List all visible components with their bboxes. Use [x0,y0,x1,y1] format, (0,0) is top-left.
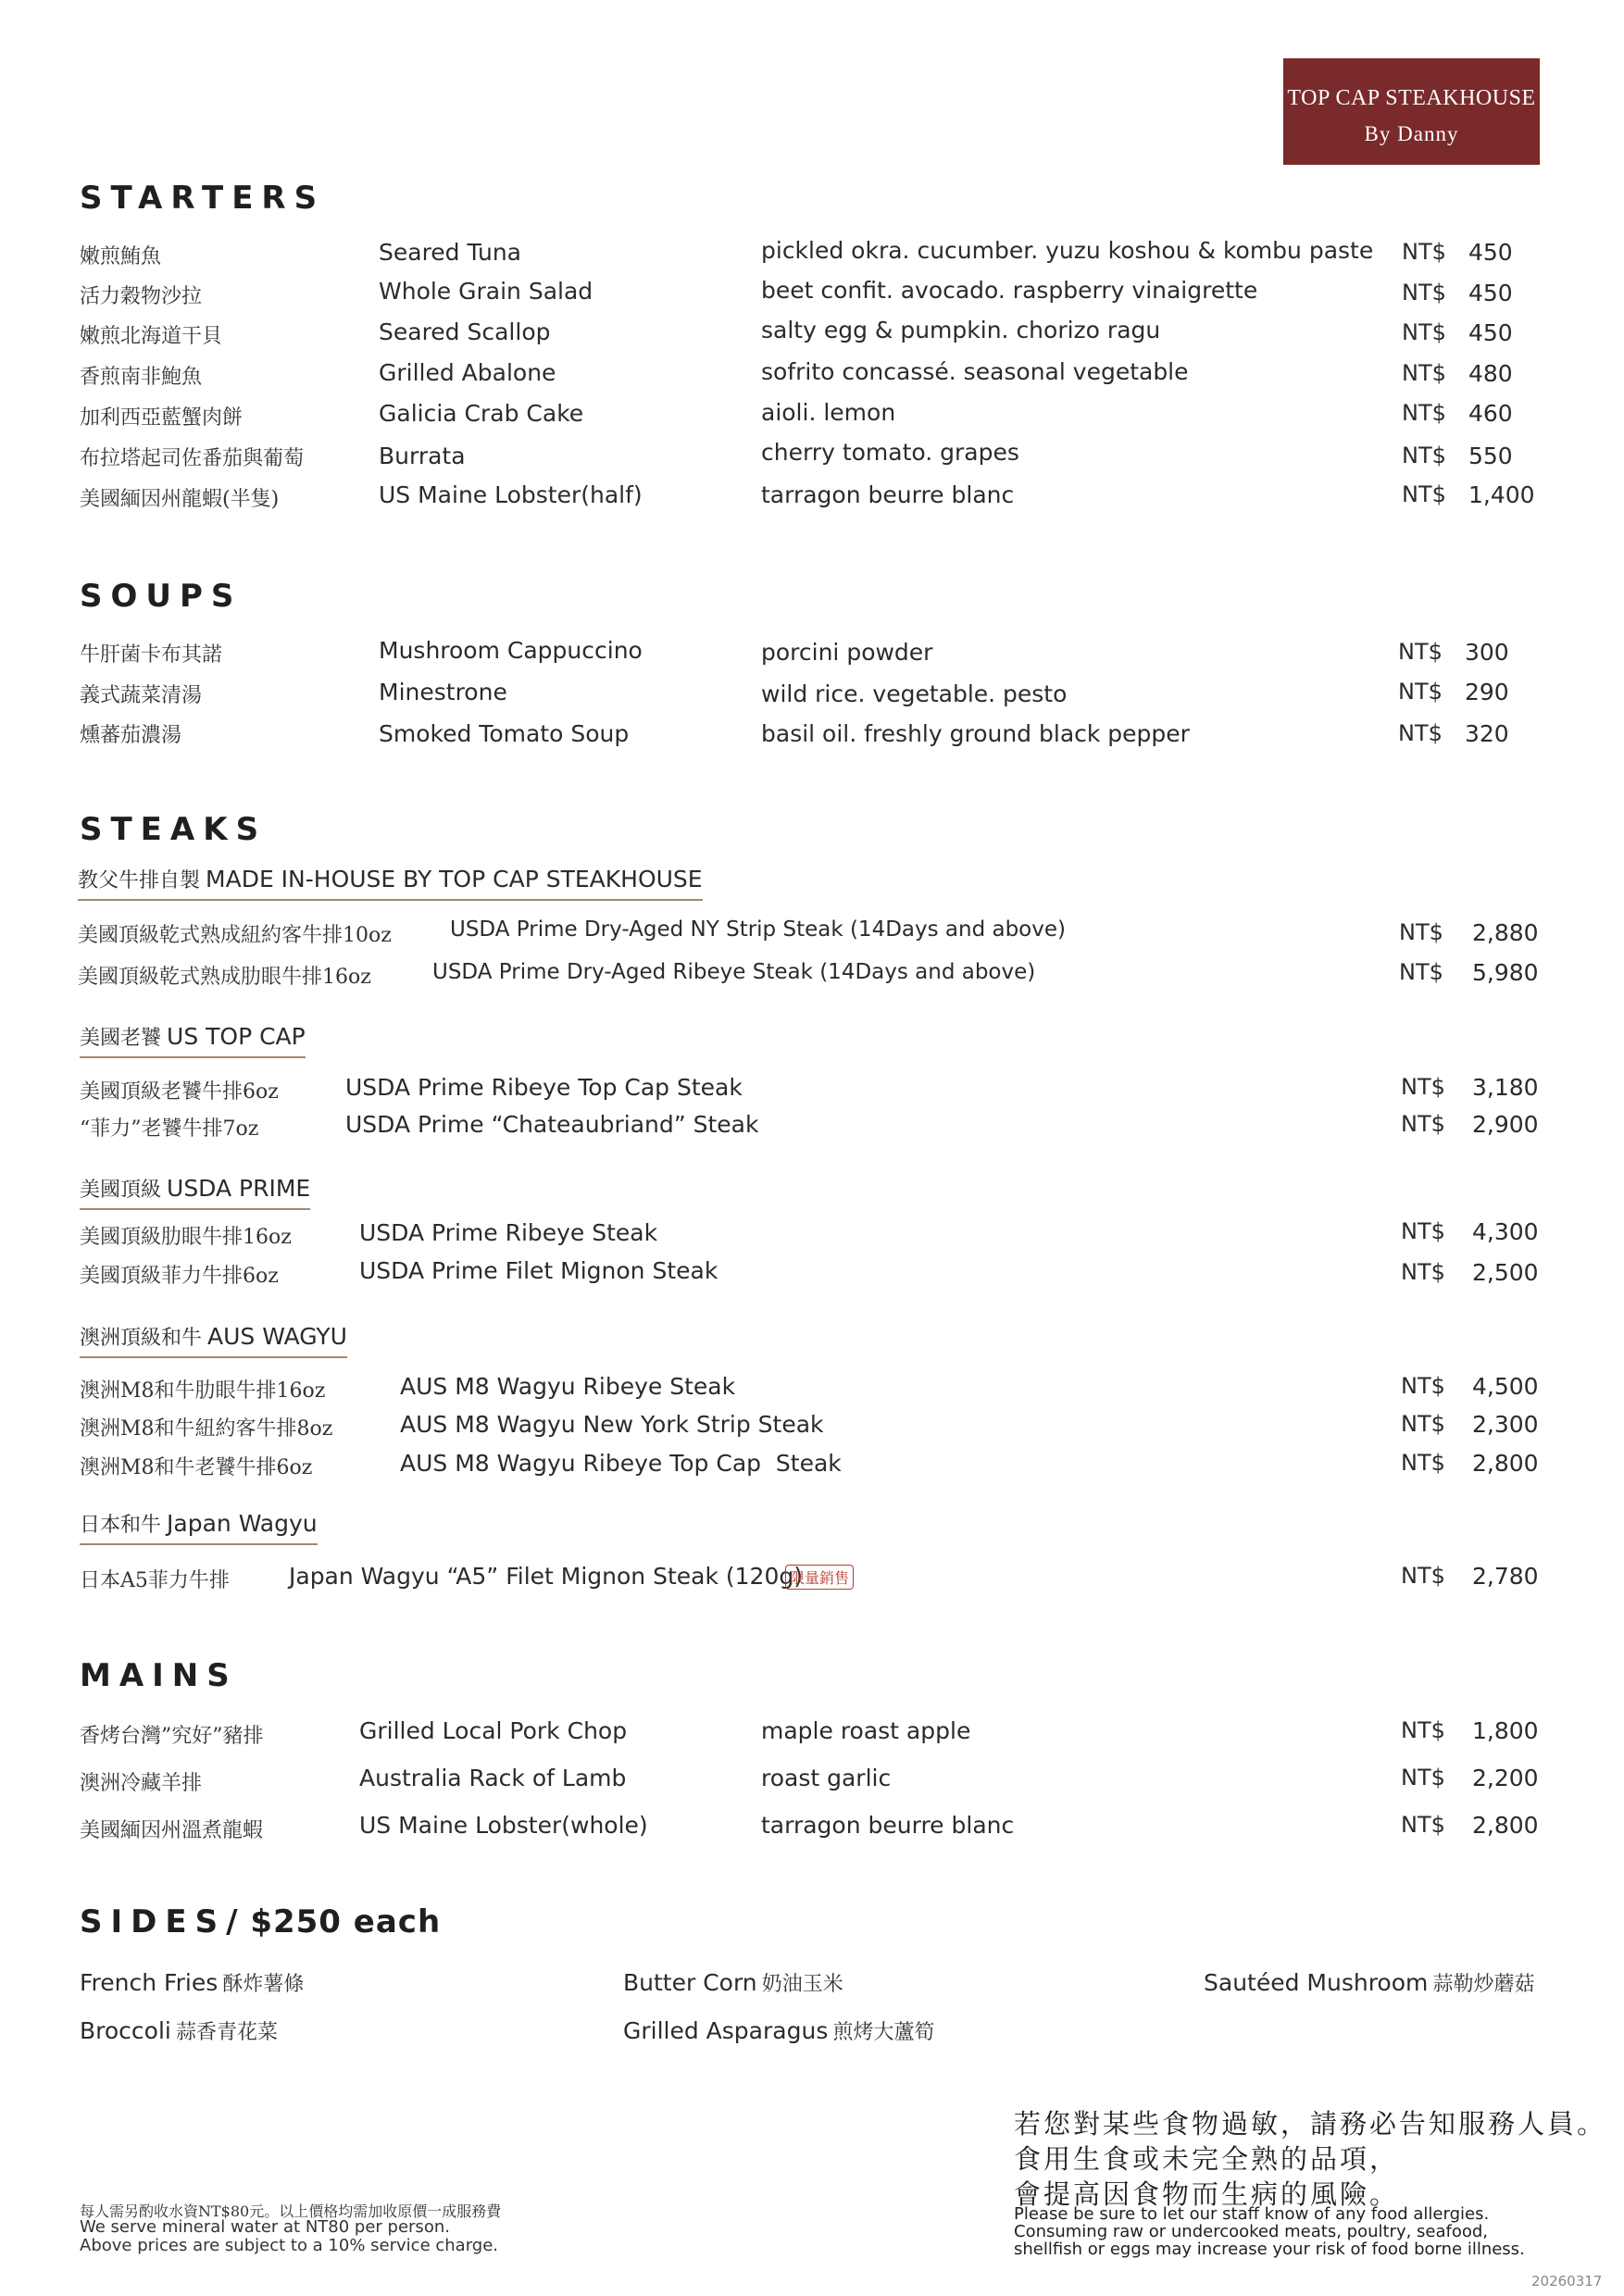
main-zh: 美國緬因州溫煮龍蝦 [80,1819,264,1842]
subsection-zh: 澳洲頂級和牛 [80,1327,203,1350]
price-currency: NT$ [1402,239,1446,265]
price-currency: NT$ [1401,1717,1445,1743]
brand-name: TOP CAP STEAKHOUSE [1287,86,1536,110]
starter-desc: tarragon beurre blanc [761,481,1015,508]
price-currency: NT$ [1402,360,1446,386]
subsection-zh: 教父牛排自製 [78,869,201,892]
steak-en: Japan Wagyu “A5” Filet Mignon Steak (120g) [289,1563,803,1590]
main-desc: roast garlic [761,1765,892,1791]
starter-en: Burrata [379,443,466,469]
steak-zh: 美國頂級肋眼牛排16oz [80,1226,292,1249]
side-item [1204,1968,1534,1997]
price-currency: NT$ [1402,443,1446,468]
allergy-notice-zh: 若您對某些食物過敏，請務必告知服務人員。 [1014,2108,1607,2140]
starter-desc: cherry tomato. grapes [761,439,1019,466]
soup-desc: porcini powder [761,639,933,666]
section-title-steaks: STEAKS [80,811,268,848]
steak-zh: 日本A5菲力牛排 [80,1569,230,1592]
allergy-notice-zh: 會提高因食物而生病的風險。 [1014,2178,1400,2210]
price-amount: 5,980 [1472,959,1539,986]
side-en: Sautéed Mushroom [1204,1969,1429,1996]
price-currency: NT$ [1401,1111,1445,1137]
price-amount: 2,200 [1472,1765,1539,1791]
price-amount: 550 [1468,443,1513,469]
price-amount: 2,500 [1472,1259,1539,1286]
price-amount: 300 [1465,639,1509,666]
starter-desc: beet confit. avocado. raspberry vinaigrette [761,277,1258,304]
starter-desc: sofrito concassé. seasonal vegetable [761,358,1189,385]
subsection-heading-wagyu [80,1322,347,1358]
soup-zh: 牛肝菌卡布其諾 [80,643,223,667]
price-amount: 2,800 [1472,1812,1539,1839]
price-amount: 450 [1468,239,1513,266]
sides-price-note: / $250 each [226,1903,442,1940]
starter-zh: 香煎南非鮑魚 [80,366,203,389]
steak-zh: “菲力”老饕牛排7oz [80,1117,259,1141]
price-amount: 4,300 [1472,1218,1539,1245]
price-amount: 2,780 [1472,1563,1539,1590]
price-amount: 1,400 [1468,481,1535,508]
section-title-soups: SOUPS [80,578,243,615]
price-amount: 3,180 [1472,1074,1539,1101]
subsection-en: USDA PRIME [167,1175,311,1202]
sides-title: SIDES [80,1903,227,1940]
starter-zh: 加利西亞藍蟹肉餅 [80,406,244,430]
starter-zh: 美國緬因州龍蝦(半隻) [80,488,280,511]
price-currency: NT$ [1401,1218,1445,1244]
side-zh: 蒜香青花菜 [175,2021,278,2044]
price-amount: 460 [1468,400,1513,427]
side-en: Broccoli [80,2017,171,2044]
soup-desc: basil oil. freshly ground black pepper [761,720,1190,747]
price-amount: 2,800 [1472,1450,1539,1477]
soup-en: Minestrone [379,679,507,705]
subsection-heading-prime [80,1174,310,1210]
subsection-heading-inhouse [78,865,703,901]
side-en: Butter Corn [623,1969,757,1996]
steak-en: AUS M8 Wagyu New York Strip Steak [400,1411,824,1438]
price-amount: 450 [1468,319,1513,346]
price-amount: 320 [1465,720,1509,747]
price-amount: 2,300 [1472,1411,1539,1438]
price-currency: NT$ [1401,1812,1445,1838]
main-desc: maple roast apple [761,1717,971,1744]
steak-zh: 美國頂級菲力牛排6oz [80,1265,279,1288]
price-currency: NT$ [1401,1563,1445,1589]
soup-desc: wild rice. vegetable. pesto [761,680,1068,707]
steak-en: USDA Prime Filet Mignon Steak [359,1257,718,1284]
side-item [80,2016,278,2045]
subsection-heading-topcap [80,1022,306,1058]
allergy-notice-en: Please be sure to let our staff know of any food allergies. [1014,2204,1490,2224]
steak-en: USDA Prime “Chateaubriand” Steak [345,1111,759,1138]
price-currency: NT$ [1398,720,1443,746]
steak-zh: 澳洲M8和牛老饕牛排6oz [80,1456,313,1479]
starter-en: US Maine Lobster(half) [379,481,643,508]
price-amount: 290 [1465,679,1509,705]
section-title-mains: MAINS [80,1657,238,1694]
starter-zh: 活力穀物沙拉 [80,285,203,308]
soup-zh: 義式蔬菜清湯 [80,684,203,707]
side-en: French Fries [80,1969,219,1996]
subsection-zh: 日本和牛 [80,1514,162,1537]
price-amount: 450 [1468,280,1513,306]
side-item [623,2016,934,2045]
service-note-en: We serve mineral water at NT80 per person. [80,2217,450,2237]
section-title-starters: STARTERS [80,180,326,217]
starter-desc: salty egg & pumpkin. chorizo ragu [761,317,1161,343]
side-item [623,1968,843,1997]
price-amount: 1,800 [1472,1717,1539,1744]
starter-en: Galicia Crab Cake [379,400,584,427]
soup-en: Mushroom Cappuccino [379,637,643,664]
price-currency: NT$ [1402,280,1446,306]
subsection-en: Japan Wagyu [167,1510,318,1537]
side-zh: 煎烤大蘆筍 [832,2021,935,2044]
starter-en: Seared Tuna [379,239,521,266]
steak-zh: 美國頂級乾式熟成肋眼牛排16oz [78,966,371,989]
steak-en: USDA Prime Dry-Aged NY Strip Steak (14Days and above) [450,917,1066,942]
allergy-notice-en: Consuming raw or undercooked meats, poultry, seafood, [1014,2222,1489,2241]
price-amount: 2,880 [1472,919,1539,946]
price-currency: NT$ [1399,919,1443,945]
starter-en: Grilled Abalone [379,359,556,386]
price-currency: NT$ [1401,1450,1445,1476]
price-currency: NT$ [1401,1411,1445,1437]
allergy-notice-en: shellfish or eggs may increase your risk of food borne illness. [1014,2240,1525,2259]
side-zh: 酥炸薯條 [222,1973,305,1996]
starter-en: Whole Grain Salad [379,278,593,305]
starter-zh: 嫩煎北海道干貝 [80,325,223,348]
price-currency: NT$ [1401,1259,1445,1285]
price-currency: NT$ [1402,319,1446,345]
starter-desc: aioli. lemon [761,399,896,426]
subsection-heading-japan [80,1509,318,1545]
steak-en: USDA Prime Dry-Aged Ribeye Steak (14Days and above) [432,960,1036,984]
starter-zh: 嫩煎鮪魚 [80,245,162,268]
steak-zh: 澳洲M8和牛紐約客牛排8oz [80,1417,333,1441]
side-item [80,1968,304,1997]
price-amount: 4,500 [1472,1373,1539,1400]
price-currency: NT$ [1399,959,1443,985]
steak-zh: 澳洲M8和牛肋眼牛排16oz [80,1379,326,1403]
steak-en: USDA Prime Ribeye Steak [359,1219,658,1246]
starter-desc: pickled okra. cucumber. yuzu koshou & kombu paste [761,237,1374,264]
price-currency: NT$ [1401,1765,1445,1791]
price-currency: NT$ [1401,1074,1445,1100]
brand-byline: By Danny [1364,122,1459,145]
subsection-zh: 美國頂級 [80,1179,162,1202]
main-zh: 澳洲冷藏羊排 [80,1772,203,1795]
subsection-en: AUS WAGYU [207,1323,347,1350]
price-currency: NT$ [1398,679,1443,705]
section-title-sides [80,1903,441,1940]
service-note-en: Above prices are subject to a 10% service charge. [80,2236,499,2255]
steak-en: AUS M8 Wagyu Ribeye Steak [400,1373,736,1400]
price-amount: 2,900 [1472,1111,1539,1138]
price-currency: NT$ [1398,639,1443,665]
subsection-en: MADE IN-HOUSE BY TOP CAP STEAKHOUSE [206,866,703,892]
steak-zh: 美國頂級老饕牛排6oz [80,1080,279,1104]
price-currency: NT$ [1402,481,1446,507]
main-desc: tarragon beurre blanc [761,1812,1015,1839]
steak-en: AUS M8 Wagyu Ribeye Top Cap Steak [400,1450,842,1477]
allergy-notice-zh: 食用生食或未完全熟的品項， [1014,2143,1400,2175]
starter-en: Seared Scallop [379,318,551,345]
main-en: Grilled Local Pork Chop [359,1717,628,1744]
brand-logo [1283,58,1540,165]
price-currency: NT$ [1402,400,1446,426]
main-zh: 香烤台灣”究好”豬排 [80,1725,264,1748]
side-en: Grilled Asparagus [623,2017,829,2044]
soup-zh: 燻蕃茄濃湯 [80,724,182,747]
starter-zh: 布拉塔起司佐番茄與葡萄 [80,447,305,470]
subsection-en: US TOP CAP [167,1023,306,1050]
document-code: 20260317 [1531,2273,1603,2290]
main-en: Australia Rack of Lamb [359,1765,627,1791]
main-en: US Maine Lobster(whole) [359,1812,648,1839]
side-zh: 蒜勒炒蘑菇 [1432,1973,1535,1996]
price-amount: 480 [1468,360,1513,387]
service-note-zh: 每人需另酌收水資NT$80元。以上價格均需加收原價一成服務費 [80,2202,502,2220]
subsection-zh: 美國老饕 [80,1027,162,1050]
soup-en: Smoked Tomato Soup [379,720,630,747]
price-currency: NT$ [1401,1373,1445,1399]
side-zh: 奶油玉米 [761,1973,843,1996]
steak-en: USDA Prime Ribeye Top Cap Steak [345,1074,743,1101]
limited-sale-badge: 限量銷售 [785,1565,854,1590]
steak-zh: 美國頂級乾式熟成紐約客牛排10oz [78,924,392,947]
